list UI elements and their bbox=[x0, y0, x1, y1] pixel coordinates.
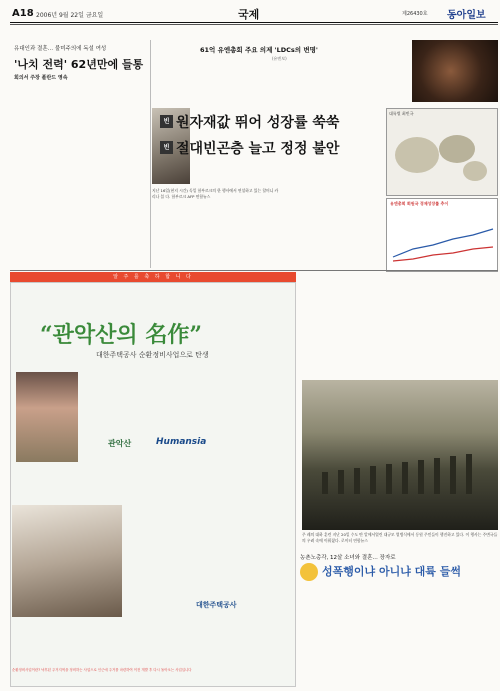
chart-line-series1 bbox=[393, 229, 493, 257]
ad-title: “관악산의 名作” bbox=[40, 322, 202, 348]
parade-photo bbox=[302, 380, 498, 530]
ad-description bbox=[90, 388, 270, 428]
ldc-body-col4 bbox=[326, 176, 382, 268]
bottom-right-body-col1 bbox=[302, 584, 364, 686]
map-shapes bbox=[387, 115, 497, 195]
section-logo bbox=[300, 563, 318, 581]
ad-brand-korean: 관악산 bbox=[108, 439, 132, 448]
child-photo bbox=[412, 40, 498, 102]
left-article-body-col2 bbox=[82, 84, 148, 268]
right-body-col1 bbox=[302, 280, 364, 376]
ldc-body-col3 bbox=[270, 176, 322, 268]
bottom-right-body-col2 bbox=[368, 584, 430, 686]
right-body-col2 bbox=[368, 280, 430, 376]
ad-banner: 알 주 를 축 하 합 니 다 bbox=[10, 272, 296, 282]
header-rule-thin bbox=[10, 24, 498, 25]
page-number: A18 bbox=[12, 8, 34, 19]
map-label: 대륙별 최빈국 bbox=[389, 111, 414, 116]
bottom-right-headline: 성폭행이냐 아니냐 대륙 들썩 bbox=[322, 565, 461, 578]
left-article-subhead: 회의서 주장 폴란드 영속 bbox=[14, 75, 68, 81]
growth-chart bbox=[386, 198, 498, 272]
left-article-headline: '나치 전력' 62년만에 들통 bbox=[14, 58, 144, 71]
left-article-body-col1 bbox=[14, 84, 78, 268]
ad-footer-note: 순환정비사업이란? 낙후된 주거지역을 정비하는 사업으로 인근에 주거를 마련하여 이전 개발 후 다시 돌아오는 사업입니다 bbox=[12, 668, 192, 672]
parade-soldiers bbox=[302, 380, 498, 530]
section-title: 국제 bbox=[238, 8, 260, 21]
column-divider bbox=[150, 40, 151, 268]
ad-subtitle: 대한주택공사 순환정비사업으로 탄생 bbox=[96, 351, 209, 359]
ldc-body-col2 bbox=[214, 176, 266, 268]
world-map-graphic bbox=[386, 108, 498, 196]
headline-marker-2: 빈 bbox=[160, 141, 173, 154]
parade-caption: 주 레의 대하 훈련 지난 20일 수도 탄 알에서열린 대규모 열병식에서 동원 주민들이 행진하고 있다. 이 행사는 주변국들의 우려 속에 이뤄졌다. 로이터 연합뉴스 bbox=[302, 532, 498, 543]
chart-line-series2 bbox=[393, 247, 493, 261]
chart-svg bbox=[389, 209, 497, 269]
ldc-body-col1 bbox=[158, 176, 210, 268]
main-headline-line2: 절대빈곤층 늘고 정정 불안 bbox=[176, 141, 340, 157]
ad-man-photo bbox=[16, 372, 78, 462]
issue-number: 제26430호 bbox=[402, 11, 428, 17]
headline-marker-1: 빈 bbox=[160, 115, 173, 128]
publication-date: 2006년 9월 22일 금요일 bbox=[36, 12, 104, 19]
main-headline-line1: 원자재값 뛰어 성장률 쑥쑥 bbox=[176, 115, 340, 131]
ldc-article-lead bbox=[158, 64, 408, 104]
ad-body bbox=[120, 456, 290, 496]
right-body-col3 bbox=[434, 280, 496, 376]
chart-title: 유엔총회 회원국 경제성장률 추이 bbox=[390, 201, 449, 206]
ad-brand-english: Humansia bbox=[156, 437, 207, 447]
ldc-article-title: 61억 유엔총회 주요 의제 'LDCs의 변명' bbox=[200, 46, 318, 54]
bottom-right-body-col3 bbox=[434, 584, 496, 686]
bottom-right-kicker: 농촌노총각, 12살 소녀와 결혼… 장자로 bbox=[300, 555, 396, 561]
newspaper-logo: 동아일보 bbox=[447, 10, 486, 21]
header-rule bbox=[10, 22, 498, 23]
ad-couple-photo bbox=[12, 505, 122, 617]
left-article-kicker: 유대인과 결혼… 불미주의에 독설 여성 bbox=[14, 46, 107, 52]
section-rule bbox=[10, 270, 498, 271]
ldc-article-source: (유엔보) bbox=[272, 56, 287, 61]
ad-company-logo: 대한주택공사 bbox=[196, 601, 237, 609]
left-article-caption: 지난 16일(현지 시간) 독일 함부르크의 한 행사에서 연설하고 있는 할머니 카리나 블 다. 함부르크 AFP 연합뉴스 bbox=[152, 188, 279, 199]
